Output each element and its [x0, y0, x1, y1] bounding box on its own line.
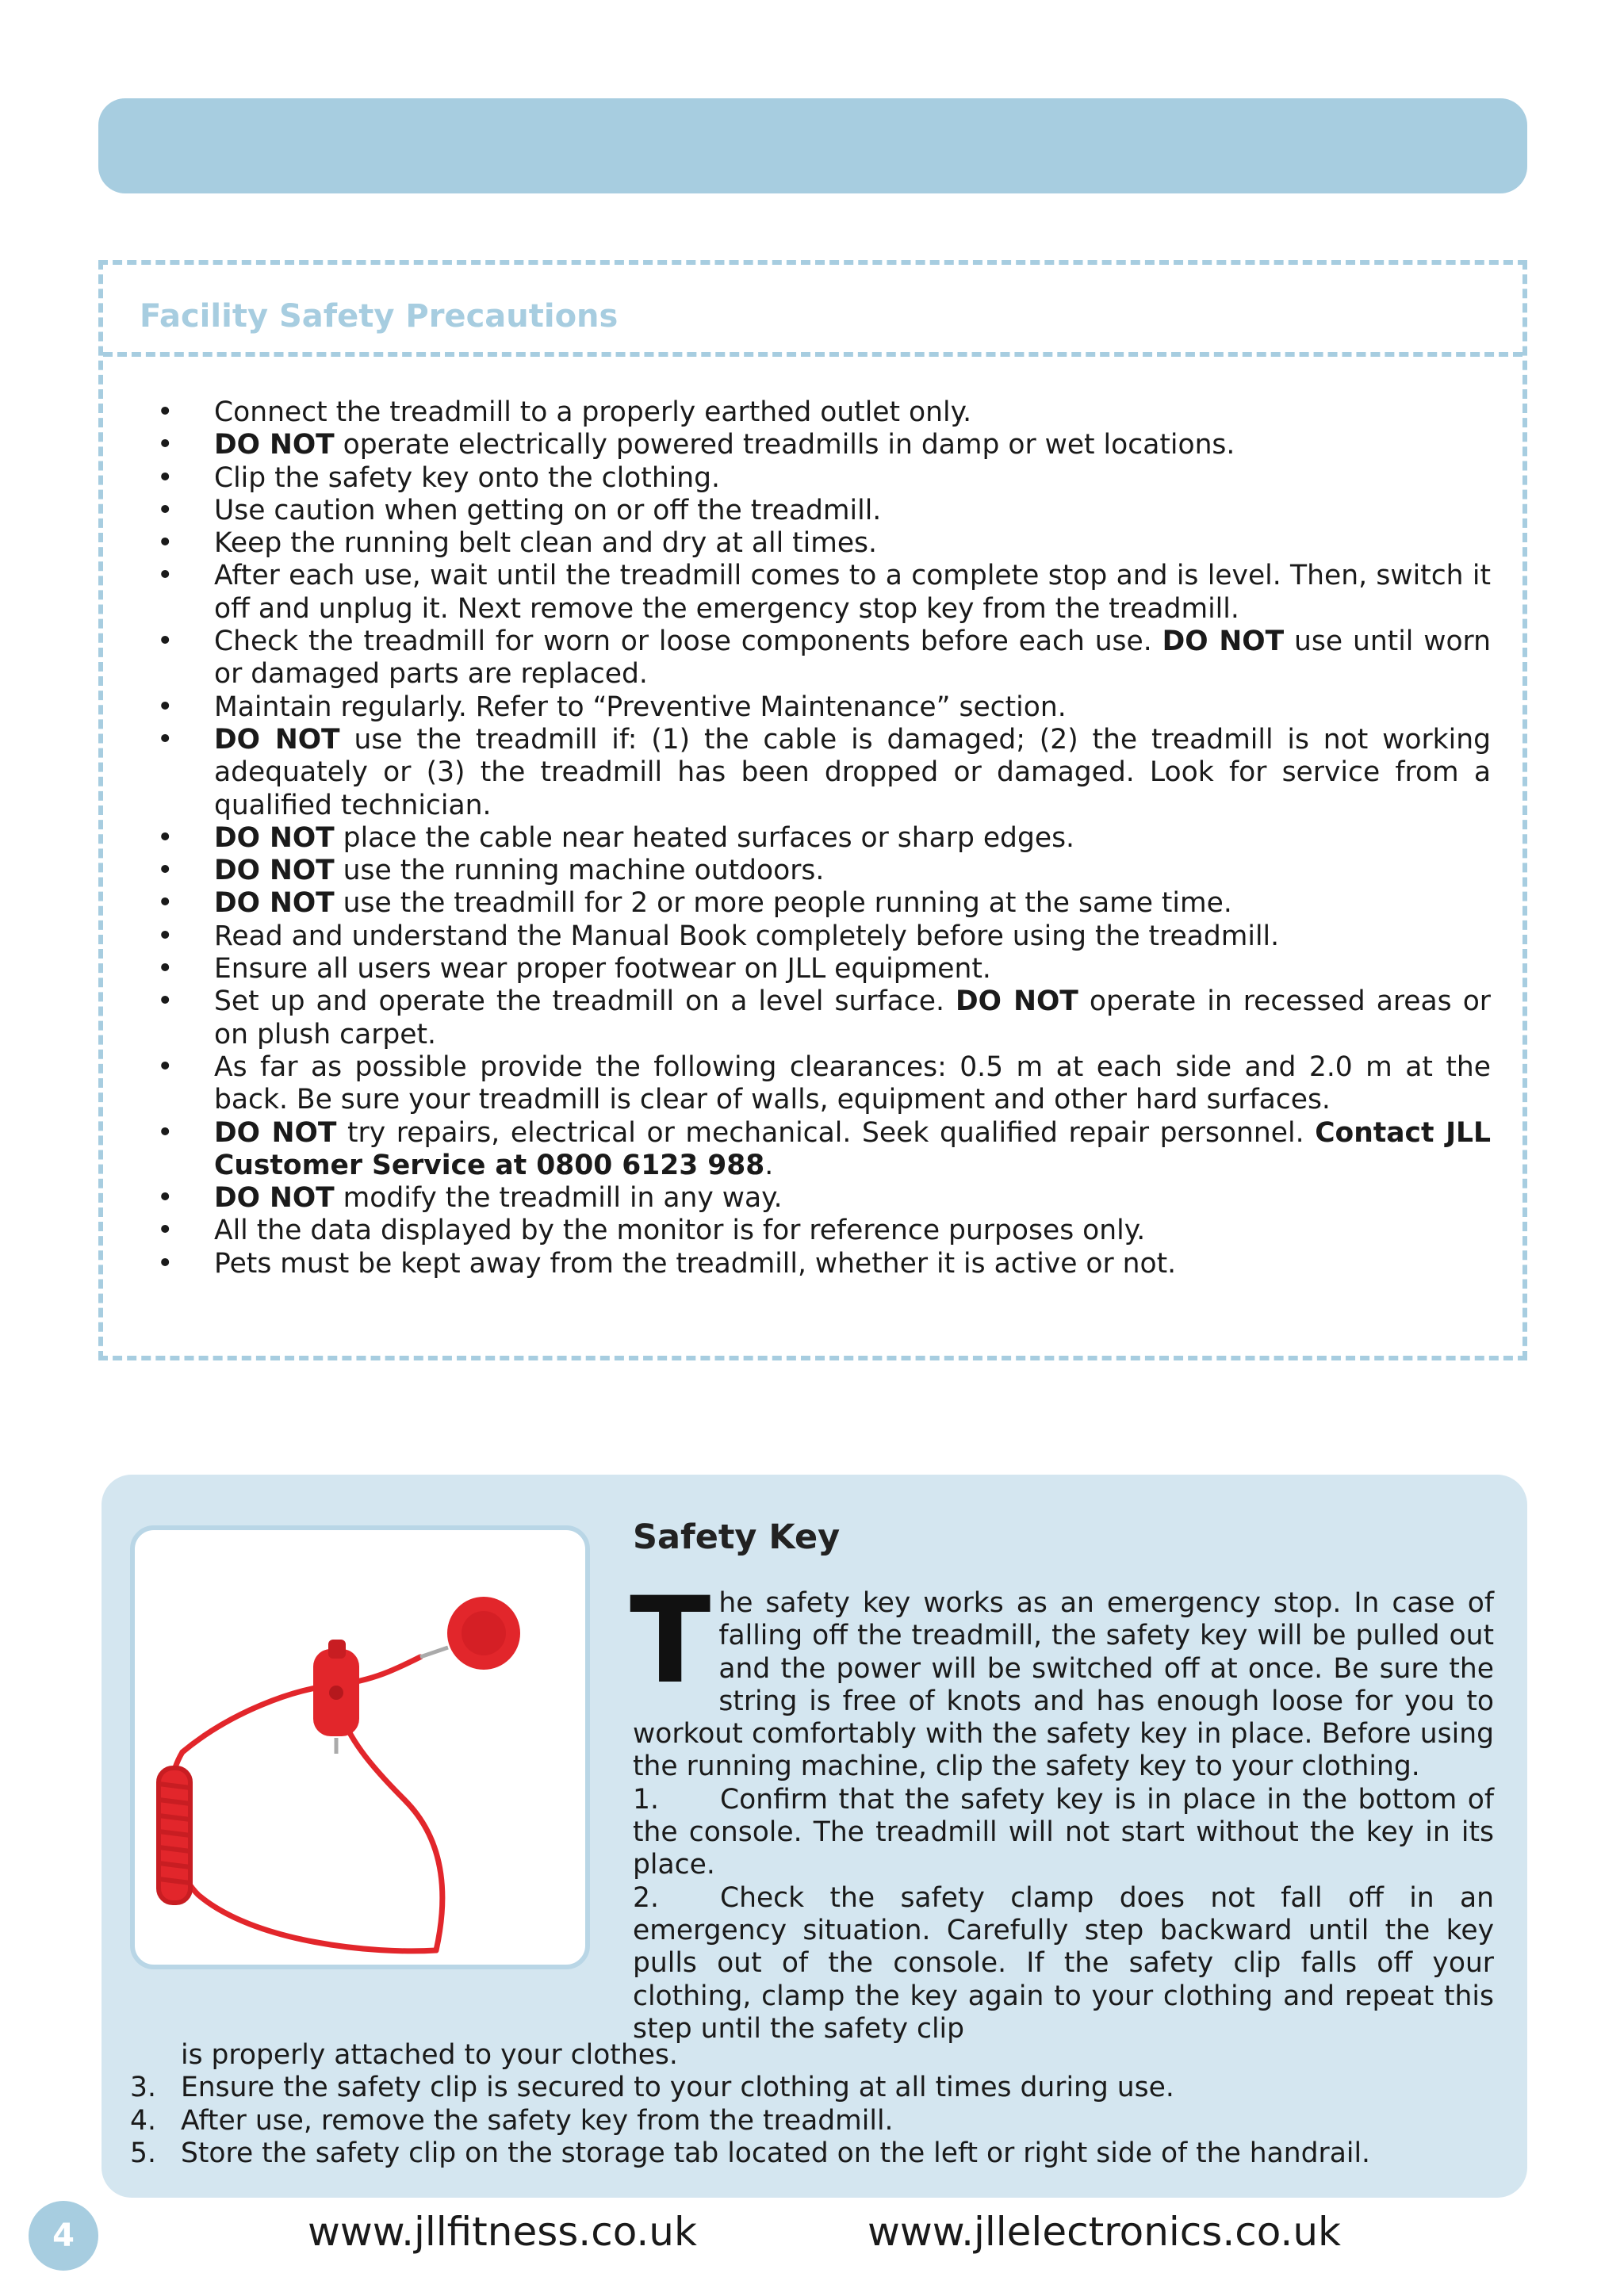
- bullet-icon: •: [157, 887, 174, 920]
- safety-step-2: [633, 1882, 1494, 2045]
- bullet-icon: •: [157, 461, 174, 494]
- safety-key-title: Safety Key: [633, 1517, 841, 1557]
- safety-key-photo: [130, 1525, 590, 1969]
- bullet-icon: •: [157, 855, 174, 887]
- bullet-icon: •: [157, 691, 174, 723]
- precaution-item: [135, 495, 1491, 527]
- precaution-text: After each use, wait until the treadmill comes to a complete stop and is level. Then, switch it off and unplug it. Next remove the emergency stop key from the treadmill.: [214, 560, 1491, 625]
- precaution-item: [135, 985, 1491, 1051]
- precautions-list: [135, 396, 1491, 1280]
- step-text: Check the safety clamp does not fall off in an emergency situation. Carefully step backward until the key pulls out of the console. If the safety clip falls off your clothing, clamp the key again to your clothing and repeat this step until the safety clip: [633, 1881, 1494, 2045]
- precaution-item: [135, 1248, 1491, 1280]
- safety-step-3: [102, 2072, 1496, 2104]
- step-number: 2.: [633, 1881, 659, 1914]
- step-2-continuation: is properly attached to your clothes.: [181, 2039, 678, 2071]
- precaution-item: [135, 560, 1491, 626]
- precaution-item: [135, 855, 1491, 887]
- precaution-item: [135, 626, 1491, 691]
- bullet-icon: •: [157, 626, 174, 658]
- precaution-text: operate in recessed areas or on plush carpet.: [214, 985, 1491, 1050]
- footer-link-jllfitness[interactable]: www.jllfitness.co.uk: [308, 2209, 697, 2255]
- safety-steps-lower: [102, 2039, 1496, 2170]
- precaution-text: .: [764, 1149, 774, 1181]
- precaution-text: try repairs, electrical or mechanical. Seek qualified repair personnel.: [336, 1116, 1316, 1149]
- bullet-icon: •: [157, 1116, 174, 1149]
- bullet-icon: •: [157, 560, 174, 592]
- precaution-text: use the treadmill if: (1) the cable is damaged; (2) the treadmill is not working adequately or (3) the treadmill has been dropped or damaged. Look for service from a qualified technician.: [214, 723, 1491, 821]
- precaution-item: [135, 1051, 1491, 1117]
- bullet-icon: •: [157, 821, 174, 854]
- precaution-text: Connect the treadmill to a properly earthed outlet only.: [214, 396, 972, 428]
- precaution-text: As far as possible provide the following clearances: 0.5 m at each side and 2.0 m at the back. Be sure your treadmill is clear of walls, equipment and other hard surfaces.: [214, 1050, 1491, 1116]
- bullet-icon: •: [157, 527, 174, 560]
- precaution-text: Clip the safety key onto the clothing.: [214, 461, 720, 494]
- precaution-text: Ensure all users wear proper footwear on JLL equipment.: [214, 953, 991, 985]
- safety-step-4: [102, 2105, 1496, 2137]
- emphasis-text: DO NOT: [214, 1182, 335, 1215]
- safety-key-panel: [102, 1475, 1527, 2198]
- facility-title: Facility Safety Precautions: [140, 298, 619, 335]
- safety-key-image: [135, 1530, 585, 1965]
- emphasis-text: DO NOT: [956, 985, 1078, 1018]
- precaution-text: use the treadmill for 2 or more people running at the same time.: [334, 887, 1232, 920]
- precaution-text: Keep the running belt clean and dry at all times.: [214, 527, 878, 560]
- precaution-item: [135, 527, 1491, 560]
- precaution-text: Maintain regularly. Refer to “Preventive Maintenance” section.: [214, 691, 1067, 723]
- step-text: Ensure the safety clip is secured to your clothing at all times during use.: [181, 2072, 1174, 2104]
- bullet-icon: •: [157, 723, 174, 756]
- page-number: 4: [29, 2201, 98, 2271]
- drop-cap: T: [630, 1572, 711, 1710]
- bullet-icon: •: [157, 1182, 174, 1215]
- step-number: 3.: [130, 2072, 156, 2104]
- precaution-item: [135, 691, 1491, 724]
- safety-step-5: [102, 2137, 1496, 2170]
- step-text: Confirm that the safety key is in place in the bottom of the console. The treadmill will not start without the key in its place.: [633, 1783, 1494, 1881]
- bullet-icon: •: [157, 494, 174, 526]
- bullet-icon: •: [157, 396, 174, 428]
- precaution-item: [135, 953, 1491, 985]
- precaution-item: [135, 822, 1491, 855]
- step-number: 4.: [130, 2104, 156, 2137]
- precaution-text: Use caution when getting on or off the treadmill.: [214, 494, 882, 526]
- precaution-text: Check the treadmill for worn or loose components before each use.: [214, 626, 1162, 658]
- precaution-text: All the data displayed by the monitor is for reference purposes only.: [214, 1215, 1146, 1247]
- precaution-item: [135, 429, 1491, 461]
- step-number: 5.: [130, 2137, 156, 2169]
- bullet-icon: •: [157, 985, 174, 1018]
- bullet-icon: •: [157, 429, 174, 461]
- precaution-text: modify the treadmill in any way.: [334, 1182, 783, 1215]
- safety-key-text: [630, 1572, 1494, 2045]
- precaution-text: Set up and operate the treadmill on a level surface.: [214, 985, 956, 1018]
- emphasis-text: DO NOT: [214, 821, 335, 854]
- emphasis-text: DO NOT: [214, 723, 340, 756]
- precaution-text: place the cable near heated surfaces or sharp edges.: [334, 821, 1075, 854]
- precaution-item: [135, 396, 1491, 429]
- precaution-item: [135, 1117, 1491, 1183]
- bullet-icon: •: [157, 920, 174, 952]
- title-divider: [103, 352, 1522, 357]
- precaution-item: [135, 1215, 1491, 1247]
- emphasis-text: Contact JLL Customer Service at 0800 6123 988: [214, 1116, 1491, 1181]
- safety-key-intro: he safety key works as an emergency stop. In case of falling off the treadmill, the safety key will be pulled out and the power will be switched off at once. Be sure the string is free of knots and has enough loose for you to workout comfortably with the safety key in place. Before using the running machine, clip the safety key to your clothing.: [633, 1587, 1494, 1783]
- emphasis-text: DO NOT: [214, 1116, 337, 1149]
- step-text: After use, remove the safety key from the treadmill.: [181, 2104, 894, 2137]
- emphasis-text: DO NOT: [214, 887, 335, 920]
- precaution-item: [135, 920, 1491, 953]
- emphasis-text: DO NOT: [1162, 626, 1285, 658]
- precaution-text: operate electrically powered treadmills in damp or wet locations.: [334, 429, 1235, 461]
- footer-link-jllelectronics[interactable]: www.jllelectronics.co.uk: [868, 2209, 1341, 2255]
- precaution-item: [135, 1182, 1491, 1215]
- step-number: 1.: [633, 1783, 659, 1816]
- bullet-icon: •: [157, 1247, 174, 1280]
- header-bar: [98, 98, 1527, 193]
- safety-step-1: [633, 1784, 1494, 1882]
- precaution-item: [135, 887, 1491, 920]
- bullet-icon: •: [157, 953, 174, 985]
- precaution-text: use until worn or damaged parts are replaced.: [214, 626, 1491, 691]
- step-text: Store the safety clip on the storage tab located on the left or right side of the handrail.: [181, 2137, 1370, 2169]
- emphasis-text: DO NOT: [214, 429, 335, 461]
- bullet-icon: •: [157, 1050, 174, 1083]
- facility-safety-box: [98, 260, 1527, 1360]
- precaution-text: Pets must be kept away from the treadmill, whether it is active or not.: [214, 1247, 1177, 1280]
- precaution-item: [135, 724, 1491, 822]
- precaution-text: Read and understand the Manual Book completely before using the treadmill.: [214, 920, 1280, 952]
- precaution-text: use the running machine outdoors.: [334, 855, 825, 887]
- precaution-item: [135, 462, 1491, 495]
- bullet-icon: •: [157, 1215, 174, 1247]
- emphasis-text: DO NOT: [214, 855, 335, 887]
